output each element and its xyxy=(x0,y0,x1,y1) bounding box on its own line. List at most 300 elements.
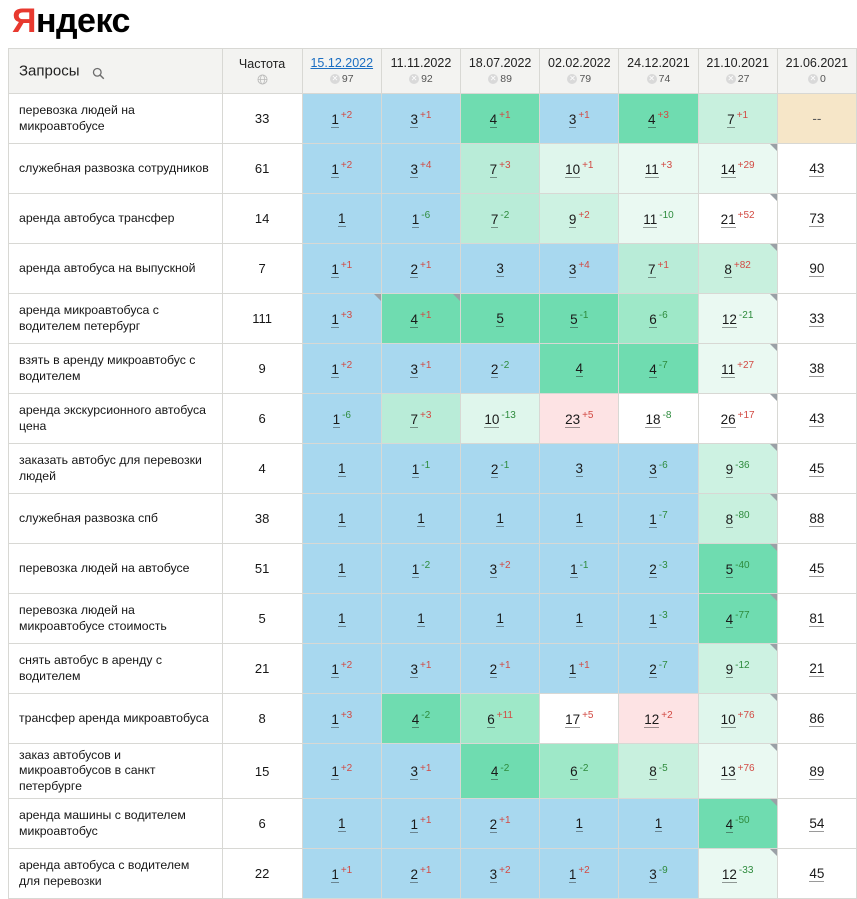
query-cell[interactable]: заказать автобус для перевозки людей xyxy=(9,444,223,494)
table-row xyxy=(9,144,857,194)
position-cell[interactable] xyxy=(698,494,777,544)
position-cell[interactable] xyxy=(540,799,619,849)
note-corner-icon[interactable] xyxy=(770,494,777,501)
position-delta: +1 xyxy=(657,260,669,272)
yandex-logo xyxy=(12,2,130,41)
position-value: 10 xyxy=(484,411,500,427)
position-cell[interactable] xyxy=(540,94,619,144)
position-cell[interactable] xyxy=(619,594,698,644)
position-cell[interactable] xyxy=(461,394,540,444)
header-date-6[interactable] xyxy=(777,49,856,94)
position-value: 2 xyxy=(410,866,418,882)
position-cell[interactable] xyxy=(302,744,381,799)
position-cell[interactable] xyxy=(698,344,777,394)
position-cell[interactable] xyxy=(381,344,460,394)
position-delta: -77 xyxy=(735,610,750,622)
position-cell[interactable] xyxy=(540,144,619,194)
position-delta: +29 xyxy=(737,160,755,172)
position-cell[interactable] xyxy=(619,644,698,694)
position-value: 3 xyxy=(410,661,418,677)
frequency-cell: 6 xyxy=(222,799,302,849)
position-cell[interactable] xyxy=(461,244,540,294)
position-cell[interactable] xyxy=(381,444,460,494)
note-corner-icon[interactable] xyxy=(770,799,777,806)
position-value: 4 xyxy=(575,361,584,376)
position-cell[interactable] xyxy=(619,94,698,144)
position-value: 4 xyxy=(725,611,734,627)
position-delta: -9 xyxy=(658,865,668,877)
position-value: 1 xyxy=(417,611,425,626)
note-corner-icon[interactable] xyxy=(770,244,777,251)
position-value: 21 xyxy=(809,661,825,676)
position-delta: +3 xyxy=(657,110,669,122)
position-delta: -50 xyxy=(735,815,750,827)
header-queries[interactable] xyxy=(9,49,223,94)
query-cell[interactable]: заказ автобусов и микроавтобусов в санкт петербурге xyxy=(9,744,223,799)
frequency-cell: 51 xyxy=(222,544,302,594)
position-cell[interactable] xyxy=(540,744,619,799)
header-date-4-value[interactable]: 24.12.2021 xyxy=(627,56,690,71)
header-date-4[interactable] xyxy=(619,49,698,94)
frequency-cell: 7 xyxy=(222,244,302,294)
position-cell[interactable] xyxy=(619,344,698,394)
header-frequency-label: Частота xyxy=(238,56,286,71)
note-corner-icon[interactable] xyxy=(770,194,777,201)
position-cell[interactable] xyxy=(777,244,856,294)
position-cell[interactable] xyxy=(461,144,540,194)
position-delta: +76 xyxy=(737,710,755,722)
note-corner-icon[interactable] xyxy=(770,849,777,856)
position-cell[interactable] xyxy=(619,799,698,849)
position-delta: +4 xyxy=(420,160,432,172)
position-cell[interactable] xyxy=(302,244,381,294)
position-cell[interactable] xyxy=(461,544,540,594)
position-cell[interactable] xyxy=(302,849,381,899)
position-cell[interactable] xyxy=(302,594,381,644)
position-cell[interactable] xyxy=(777,94,856,144)
position-value: 2 xyxy=(489,816,498,832)
position-value: 88 xyxy=(809,511,825,526)
position-value: 1 xyxy=(331,261,339,277)
position-delta: +3 xyxy=(499,160,511,172)
position-delta: +1 xyxy=(420,360,432,372)
query-cell[interactable]: служебная развозка сотрудников xyxy=(9,144,223,194)
position-delta: -1 xyxy=(500,460,510,472)
position-delta: -21 xyxy=(738,310,754,322)
position-cell[interactable] xyxy=(777,594,856,644)
frequency-cell: 8 xyxy=(222,694,302,744)
position-value: 3 xyxy=(410,361,418,377)
table-row xyxy=(9,344,857,394)
position-value: 1 xyxy=(496,511,504,526)
header-date-1-sub: ✕ 92 xyxy=(410,72,433,85)
position-cell[interactable] xyxy=(381,799,460,849)
query-cell[interactable]: аренда автобуса с водителем для перевозки xyxy=(9,849,223,899)
position-value: 33 xyxy=(809,311,825,326)
position-cell[interactable] xyxy=(619,849,698,899)
position-cell[interactable] xyxy=(777,694,856,744)
position-cell[interactable] xyxy=(302,494,381,544)
position-cell[interactable] xyxy=(777,444,856,494)
position-cell[interactable] xyxy=(619,394,698,444)
note-corner-icon[interactable] xyxy=(770,344,777,351)
position-cell[interactable] xyxy=(777,294,856,344)
position-cell[interactable] xyxy=(381,594,460,644)
position-cell[interactable] xyxy=(381,744,460,799)
note-corner-icon[interactable] xyxy=(770,644,777,651)
position-delta: -12 xyxy=(735,660,750,672)
header-date-2[interactable] xyxy=(461,49,540,94)
position-delta: +1 xyxy=(420,110,432,122)
position-delta: +17 xyxy=(737,410,755,422)
search-icon[interactable] xyxy=(92,67,105,80)
position-cell[interactable] xyxy=(777,344,856,394)
table-row xyxy=(9,194,857,244)
position-value: 1 xyxy=(331,111,339,127)
position-cell[interactable] xyxy=(461,799,540,849)
position-value: 9 xyxy=(725,461,734,477)
position-value: 11 xyxy=(721,361,736,377)
position-value: 1 xyxy=(649,511,657,527)
position-cell[interactable] xyxy=(777,494,856,544)
position-cell[interactable] xyxy=(619,494,698,544)
position-cell[interactable] xyxy=(777,544,856,594)
frequency-cell: 15 xyxy=(222,744,302,799)
query-cell[interactable]: перевозка людей на автобусе xyxy=(9,544,223,594)
query-cell[interactable]: снять автобус в аренду с водителем xyxy=(9,644,223,694)
position-cell[interactable] xyxy=(381,244,460,294)
position-cell[interactable] xyxy=(381,194,460,244)
position-cell[interactable] xyxy=(381,644,460,694)
position-value: 1 xyxy=(331,764,339,780)
position-value: 1 xyxy=(575,816,584,832)
position-cell[interactable] xyxy=(698,694,777,744)
position-cell[interactable] xyxy=(698,144,777,194)
query-cell[interactable]: служебная развозка спб xyxy=(9,494,223,544)
position-delta: -10 xyxy=(659,210,674,222)
note-corner-icon[interactable] xyxy=(770,594,777,601)
position-cell[interactable] xyxy=(540,594,619,644)
position-value: 17 xyxy=(565,711,581,727)
position-cell[interactable] xyxy=(777,394,856,444)
position-value: 1 xyxy=(338,461,346,476)
position-cell[interactable] xyxy=(698,849,777,899)
header-date-0-value[interactable]: 15.12.2022 xyxy=(310,56,374,71)
frequency-cell: 4 xyxy=(222,444,302,494)
position-cell[interactable] xyxy=(777,644,856,694)
position-cell[interactable] xyxy=(540,194,619,244)
query-cell[interactable]: аренда машины с водителем микроавтобус xyxy=(9,799,223,849)
position-delta: -6 xyxy=(658,310,668,322)
position-cell[interactable] xyxy=(540,644,619,694)
header-frequency[interactable] xyxy=(222,49,302,94)
position-cell[interactable] xyxy=(777,194,856,244)
position-delta: -36 xyxy=(735,460,750,472)
position-value: 5 xyxy=(496,311,504,326)
position-delta: -7 xyxy=(658,360,668,372)
position-value: 3 xyxy=(649,461,657,477)
note-corner-icon[interactable] xyxy=(770,144,777,151)
position-cell[interactable] xyxy=(302,444,381,494)
position-delta: +2 xyxy=(499,560,511,572)
header-date-4-sub: ✕ 74 xyxy=(648,72,671,85)
header-date-5[interactable] xyxy=(698,49,777,94)
position-value: 3 xyxy=(410,161,418,177)
position-cell[interactable] xyxy=(461,194,540,244)
position-value: 1 xyxy=(338,511,346,526)
position-value: 11 xyxy=(643,211,658,227)
header-date-6-value[interactable]: 21.06.2021 xyxy=(785,56,849,71)
position-value: 18 xyxy=(645,411,661,427)
position-delta: -2 xyxy=(421,560,431,572)
position-value: 1 xyxy=(575,511,584,526)
position-value: 1 xyxy=(332,411,341,427)
position-value: 1 xyxy=(338,816,346,832)
position-delta: +1 xyxy=(340,865,353,877)
position-value: 8 xyxy=(649,764,657,780)
position-value: 43 xyxy=(809,161,825,176)
position-delta: +1 xyxy=(578,660,590,672)
position-delta: +3 xyxy=(420,410,432,422)
query-cell[interactable]: трансфер аренда микроавтобуса xyxy=(9,694,223,744)
position-cell[interactable] xyxy=(302,94,381,144)
header-date-1[interactable] xyxy=(381,49,460,94)
position-cell[interactable] xyxy=(698,444,777,494)
position-cell[interactable] xyxy=(619,544,698,594)
query-cell[interactable]: аренда автобуса трансфер xyxy=(9,194,223,244)
position-cell[interactable] xyxy=(540,344,619,394)
position-cell[interactable] xyxy=(381,94,460,144)
position-value: 7 xyxy=(489,161,498,177)
position-cell[interactable] xyxy=(777,849,856,899)
note-corner-icon[interactable] xyxy=(770,394,777,401)
position-cell[interactable] xyxy=(540,394,619,444)
position-cell[interactable] xyxy=(698,594,777,644)
header-date-1-value[interactable]: 11.11.2022 xyxy=(390,56,452,71)
note-corner-icon[interactable] xyxy=(770,694,777,701)
position-delta: +2 xyxy=(499,865,511,877)
position-cell[interactable] xyxy=(381,694,460,744)
position-value: 2 xyxy=(410,261,418,277)
position-value: 45 xyxy=(809,866,825,882)
frequency-cell: 111 xyxy=(222,294,302,344)
position-delta: +1 xyxy=(499,660,511,672)
table-row xyxy=(9,294,857,344)
position-value: 1 xyxy=(575,611,584,626)
position-value: 1 xyxy=(411,561,420,577)
header-date-0[interactable] xyxy=(302,49,381,94)
position-cell[interactable] xyxy=(461,849,540,899)
position-cell[interactable] xyxy=(698,394,777,444)
position-delta: -6 xyxy=(658,460,668,472)
position-cell[interactable] xyxy=(619,694,698,744)
position-cell[interactable] xyxy=(302,799,381,849)
note-corner-icon[interactable] xyxy=(770,294,777,301)
position-cell[interactable] xyxy=(302,344,381,394)
position-cell[interactable] xyxy=(461,694,540,744)
position-cell[interactable] xyxy=(540,694,619,744)
rankings-table-container xyxy=(8,48,857,899)
table-row xyxy=(9,544,857,594)
position-delta: -7 xyxy=(658,660,668,672)
position-cell[interactable] xyxy=(302,294,381,344)
ban-icon: ✕ xyxy=(569,73,576,83)
position-cell[interactable] xyxy=(540,849,619,899)
frequency-cell: 6 xyxy=(222,394,302,444)
position-delta: +2 xyxy=(340,160,353,172)
position-cell[interactable] xyxy=(302,144,381,194)
position-delta: +2 xyxy=(340,762,353,774)
table-row xyxy=(9,644,857,694)
position-cell[interactable] xyxy=(381,544,460,594)
table-row xyxy=(9,494,857,544)
position-cell[interactable] xyxy=(698,94,777,144)
position-cell[interactable] xyxy=(461,494,540,544)
position-cell[interactable] xyxy=(381,849,460,899)
position-cell[interactable] xyxy=(540,244,619,294)
position-cell[interactable] xyxy=(302,694,381,744)
position-value: 23 xyxy=(565,411,581,427)
query-cell[interactable]: аренда автобуса на выпускной xyxy=(9,244,223,294)
position-cell[interactable] xyxy=(302,194,381,244)
position-cell[interactable] xyxy=(540,294,619,344)
position-value: 4 xyxy=(489,111,498,127)
position-value: 4 xyxy=(648,111,656,127)
position-value: 45 xyxy=(809,461,825,476)
note-corner-icon[interactable] xyxy=(770,444,777,451)
position-delta: +3 xyxy=(660,160,673,172)
position-delta: +1 xyxy=(420,865,432,877)
position-cell[interactable] xyxy=(698,244,777,294)
note-corner-icon[interactable] xyxy=(770,544,777,551)
position-delta: +1 xyxy=(340,260,353,272)
note-corner-icon[interactable] xyxy=(453,294,460,301)
position-value: 3 xyxy=(496,261,504,276)
position-value: 13 xyxy=(720,764,736,780)
position-cell[interactable] xyxy=(302,544,381,594)
position-delta: +1 xyxy=(420,660,432,672)
position-cell[interactable] xyxy=(698,744,777,799)
position-cell[interactable] xyxy=(540,444,619,494)
position-cell[interactable] xyxy=(619,244,698,294)
position-cell[interactable] xyxy=(381,394,460,444)
ban-icon: ✕ xyxy=(648,73,655,83)
table-row xyxy=(9,244,857,294)
position-delta: +5 xyxy=(582,410,594,422)
position-value: 4 xyxy=(490,764,499,780)
position-cell[interactable] xyxy=(698,644,777,694)
position-cell[interactable] xyxy=(461,444,540,494)
position-value: 3 xyxy=(568,261,577,277)
table-row xyxy=(9,394,857,444)
position-cell[interactable] xyxy=(698,544,777,594)
position-value: 3 xyxy=(649,866,657,882)
position-value: 1 xyxy=(331,711,339,727)
position-value: 3 xyxy=(568,111,577,127)
query-cell[interactable]: перевозка людей на микроавтобусе стоимость xyxy=(9,594,223,644)
position-delta: -3 xyxy=(658,610,668,622)
header-date-3[interactable] xyxy=(540,49,619,94)
position-value: 4 xyxy=(411,711,420,727)
ban-icon: ✕ xyxy=(331,73,339,83)
position-value: 4 xyxy=(410,311,418,327)
position-cell[interactable] xyxy=(461,344,540,394)
position-delta: +2 xyxy=(340,360,353,372)
position-delta: +3 xyxy=(340,310,353,322)
position-delta: -40 xyxy=(735,560,750,572)
position-cell[interactable] xyxy=(461,94,540,144)
position-delta: +3 xyxy=(340,710,353,722)
position-cell[interactable] xyxy=(619,744,698,799)
header-date-3-value[interactable]: 02.02.2022 xyxy=(548,56,611,71)
position-value: 1 xyxy=(496,611,504,626)
position-value: 89 xyxy=(809,763,825,779)
position-value: 1 xyxy=(649,611,657,627)
position-cell[interactable] xyxy=(698,294,777,344)
position-value: 1 xyxy=(570,561,578,577)
query-cell[interactable]: взять в аренду микроавтобус с водителем xyxy=(9,344,223,394)
position-cell[interactable] xyxy=(619,294,698,344)
position-delta: +1 xyxy=(420,310,432,322)
table-row xyxy=(9,444,857,494)
position-cell[interactable] xyxy=(619,144,698,194)
position-delta: +2 xyxy=(340,660,353,672)
position-cell[interactable] xyxy=(302,394,381,444)
query-cell[interactable]: аренда экскурсионного автобуса цена xyxy=(9,394,223,444)
header-date-5-value[interactable]: 21.10.2021 xyxy=(706,56,769,71)
position-cell[interactable] xyxy=(381,294,460,344)
position-value: 26 xyxy=(720,411,736,427)
position-cell[interactable] xyxy=(777,144,856,194)
position-cell[interactable] xyxy=(302,644,381,694)
header-date-2-value[interactable]: 18.07.2022 xyxy=(468,56,532,71)
position-cell[interactable] xyxy=(619,194,698,244)
position-delta: +76 xyxy=(737,762,755,774)
position-delta: +1 xyxy=(499,110,511,122)
position-cell[interactable] xyxy=(777,799,856,849)
position-cell[interactable] xyxy=(381,144,460,194)
position-delta: -2 xyxy=(500,762,510,774)
note-corner-icon[interactable] xyxy=(374,294,381,301)
position-value: 3 xyxy=(489,561,498,577)
position-cell[interactable] xyxy=(540,544,619,594)
query-cell[interactable]: перевозка людей на микроавтобусе xyxy=(9,94,223,144)
query-cell[interactable]: аренда микроавтобуса с водителем петербург xyxy=(9,294,223,344)
position-delta: -8 xyxy=(662,410,672,422)
position-cell[interactable] xyxy=(619,444,698,494)
position-value: 1 xyxy=(417,511,425,526)
position-cell[interactable] xyxy=(777,744,856,799)
position-value: 1 xyxy=(331,661,339,677)
position-cell[interactable] xyxy=(698,194,777,244)
position-cell[interactable] xyxy=(461,294,540,344)
position-cell[interactable] xyxy=(540,494,619,544)
position-cell[interactable] xyxy=(461,744,540,799)
position-value: 1 xyxy=(331,161,339,177)
position-cell[interactable] xyxy=(381,494,460,544)
position-delta: -3 xyxy=(658,560,668,572)
position-cell[interactable] xyxy=(461,594,540,644)
position-value: 7 xyxy=(648,261,656,277)
position-value: 90 xyxy=(809,261,825,276)
position-delta: +4 xyxy=(578,260,590,272)
position-cell[interactable] xyxy=(698,799,777,849)
position-value: 2 xyxy=(490,461,499,477)
position-value: 7 xyxy=(727,111,735,127)
table-row xyxy=(9,849,857,899)
position-delta: +2 xyxy=(340,110,353,122)
position-cell[interactable] xyxy=(461,644,540,694)
